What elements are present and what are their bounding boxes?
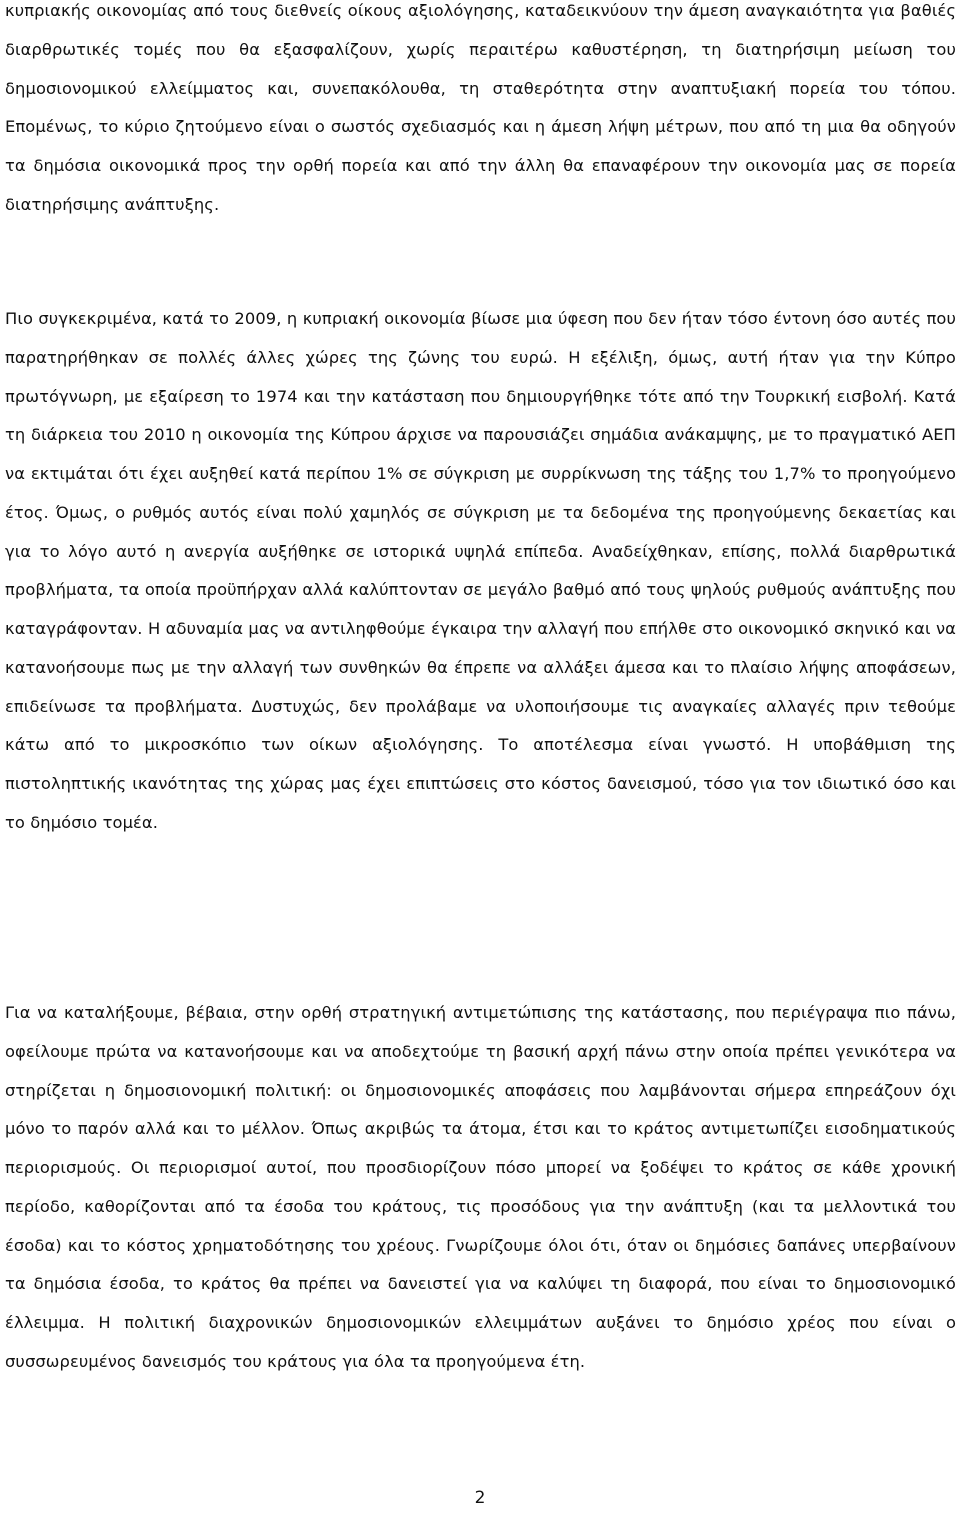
paragraph-2: Πιο συγκεκριμένα, κατά το 2009, η κυπριακή οικονομία βίωσε μια ύφεση που δεν ήταν τόσο έντονη όσο αυτές που παρατηρήθηκαν σε πολλές άλλες χώρες της ζώνης του ευρώ. Η εξέλιξη, όμως, αυτή ήταν για την Κύπρο πρωτόγνωρη, με εξαίρεση το 1974 και την κατάσταση που δημιουργήθηκε τότε από την Τουρκική εισβολή. Κατά τη διάρκεια του 2010 η οικονομία της Κύπρου άρχισε να παρουσιάζει σημάδια ανάκαμψης, με το πραγματικό ΑΕΠ να εκτιμάται ότι έχει αυξηθεί κατά περίπου 1% σε σύγκριση με συρρίκνωση της τάξης του 1,7% το προηγούμενο έτος. Όμως, ο ρυθμός αυτός είναι πολύ χαμηλός σε σύγκριση με τα δεδομένα της προηγούμενης δεκαετίας και για το λόγο αυτό η ανεργία αυξήθηκε σε ιστορικά υψηλά επίπεδα. Αναδείχθηκαν, επίσης, πολλά διαρθρωτικά προβλήματα, τα οποία προϋπήρχαν αλλά καλύπτονταν σε μεγάλο βαθμό από τους ψηλούς ρυθμούς ανάπτυξης που καταγράφονταν. Η αδυναμία μας να αντιληφθούμε έγκαιρα την αλλαγή που επήλθε στο οικονομικό σκηνικό και να κατανοήσουμε πως με την αλλαγή των συνθηκών θα έπρεπε να αλλάξει άμεσα και το πλαίσιο λήψης αποφάσεων, επιδείνωσε τα προβλήματα. Δυστυχώς, δεν προλάβαμε να υλοποιήσουμε τις αναγκαίες αλλαγές πριν τεθούμε κάτω από το μικροσκόπιο των οίκων αξιολόγησης. Το αποτέλεσμα είναι γνωστό. Η υποβάθμιση της πιστοληπτικής ικανότητας της χώρας μας έχει επιπτώσεις στο κόστος δανεισμού, τόσο για τον ιδιωτικό όσο και το δημόσιο τομέα. bbox=[5, 309, 956, 832]
page-number: 2 bbox=[474, 1488, 486, 1508]
paragraph-3: Για να καταλήξουμε, βέβαια, στην ορθή στρατηγική αντιμετώπισης της κατάστασης, που περιέγραψα πιο πάνω, οφείλουμε πρώτα να κατανοήσουμε και να αποδεχτούμε τη βασική αρχή πάνω στην οποία πρέπει γενικότερα να στηρίζεται η δημοσιονομική πολιτική: οι δημοσιονομικές αποφάσεις που λαμβάνονται σήμερα επηρεάζουν όχι μόνο το παρόν αλλά και το μέλλον. Όπως ακριβώς τα άτομα, έτσι και το κράτος αντιμετωπίζει εισοδηματικούς περιορισμούς. Οι περιορισμοί αυτοί, που προσδιορίζουν πόσο μπορεί να ξοδέψει το κράτος σε κάθε χρονική περίοδο, καθορίζονται από τα έσοδα του κράτους, τις προσόδους για την ανάπτυξη (και τα μελλοντικά του έσοδα) και το κόστος χρηματοδότησης του χρέους. Γνωρίζουμε όλοι ότι, όταν οι δημόσιες δαπάνες υπερβαίνουν τα δημόσια έσοδα, το κράτος θα πρέπει να δανειστεί για να καλύψει τη διαφορά, που είναι το δημοσιονομικό έλλειμμα. Η πολιτική διαχρονικών δημοσιονομικών ελλειμμάτων αυξάνει το δημόσιο χρέος που είναι ο συσσωρευμένος δανεισμός του κράτους για όλα τα προηγούμενα έτη. bbox=[5, 1003, 956, 1371]
paragraph-1: κυπριακής οικονομίας από τους διεθνείς οίκους αξιολόγησης, καταδεικνύουν την άμεση αναγκαιότητα για βαθιές διαρθρωτικές τομές που θα εξασφαλίζουν, χωρίς περαιτέρω καθυστέρηση, τη διατηρήσιμη μείωση του δημοσιονομικού ελλείμματος και, συνεπακόλουθα, τη σταθερότητα στην αναπτυξιακή πορεία του τόπου. Επομένως, το κύριο ζητούμενο είναι ο σωστός σχεδιασμός και η άμεση λήψη μέτρων, που από τη μια θα οδηγούν τα δημόσια οικονομικά προς την ορθή πορεία και από την άλλη θα επαναφέρουν την οικονομία μας σε πορεία διατηρήσιμης ανάπτυξης. bbox=[5, 1, 956, 214]
